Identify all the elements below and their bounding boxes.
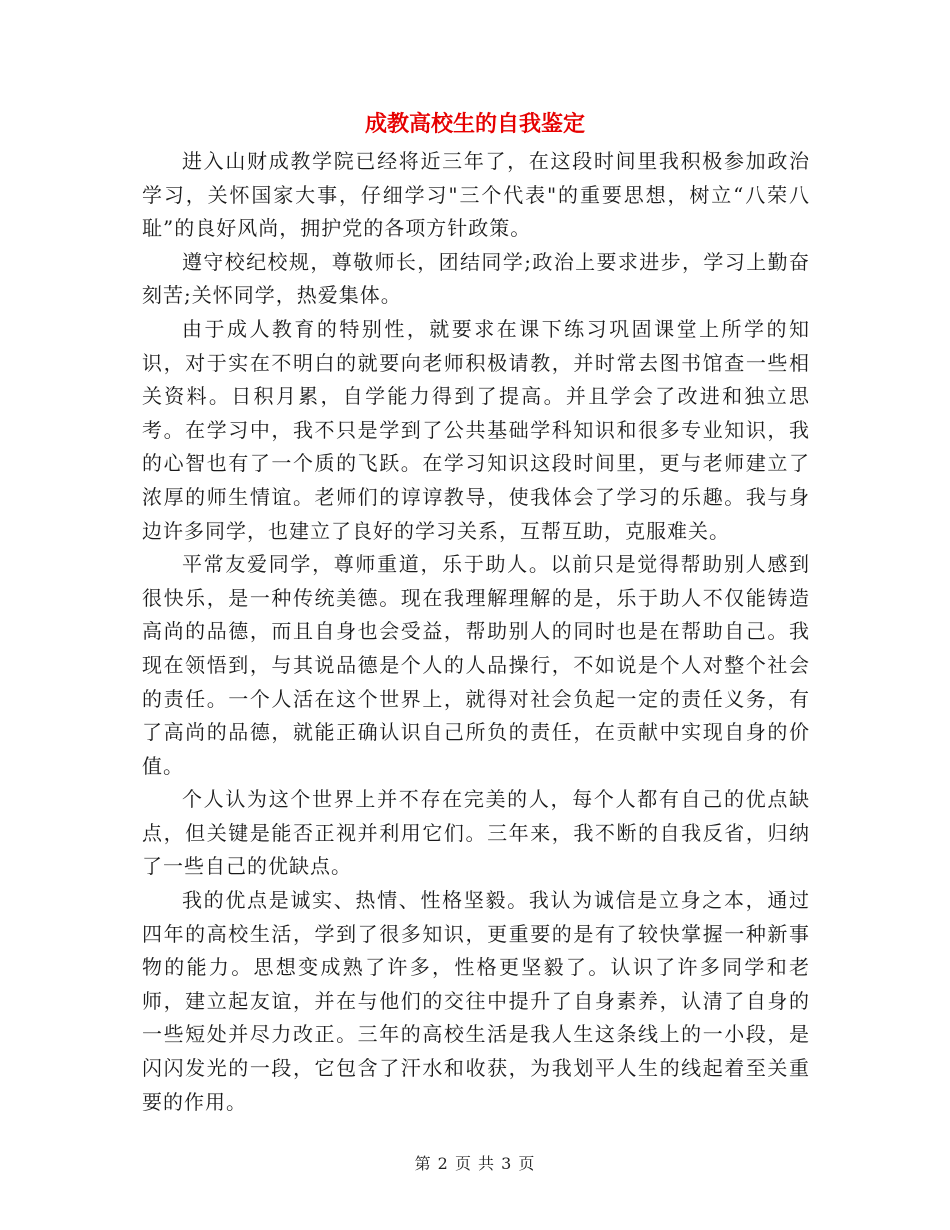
paragraph-3: 由于成人教育的特别性，就要求在课下练习巩固课堂上所学的知识，对于实在不明白的就要向老师积极请教，并时常去图书馆查一些相关资料。日积月累，自学能力得到了提高。并且学会了改进和独立思考。在学习中，我不只是学到了公共基础学科知识和很多专业知识，我的心智也有了一个质的飞跃。在学习知识这段时间里，更与老师建立了浓厚的师生情谊。老师们的谆谆教导，使我体会了学习的乐趣。我与身边许多同学，也建立了良好的学习关系，互帮互助，克服难关。 [142,316,810,543]
document-body [142,145,810,1119]
paragraph-5: 个人认为这个世界上并不存在完美的人，每个人都有自己的优点缺点，但关键是能否正视并利用它们。三年来，我不断的自我反省，归纳了一些自己的优缺点。 [142,787,810,879]
paragraph-6: 我的优点是诚实、热情、性格坚毅。我认为诚信是立身之本，通过四年的高校生活，学到了很多知识，更重要的是有了较快掌握一种新事物的能力。思想变成熟了许多，性格更坚毅了。认识了许多同学和老师，建立起友谊，并在与他们的交往中提升了自身素养，认清了自身的一些短处并尽力改正。三年的高校生活是我人生这条线上的一小段，是闪闪发光的一段，它包含了汗水和收获，为我划平人生的线起着至关重要的作用。 [142,888,810,1114]
paragraph-4: 平常友爱同学，尊师重道，乐于助人。以前只是觉得帮助别人感到很快乐，是一种传统美德。现在我理解理解的是，乐于助人不仅能铸造高尚的品德，而且自身也会受益，帮助别人的同时也是在帮助自己。我现在领悟到，与其说品德是个人的人品操行，不如说是个人对整个社会的责任。一个人活在这个世界上，就得对社会负起一定的责任义务，有了高尚的品德，就能正确认识自己所负的责任，在贡献中实现自身的价值。 [142,552,810,778]
paragraph-1: 进入山财成教学院已经将近三年了，在这段时间里我积极参加政治学习，关怀国家大事，仔细学习"三个代表"的重要思想，树立“八荣八耻”的良好风尚，拥护党的各项方针政策。 [142,149,810,241]
document-title: 成教高校生的自我鉴定 [364,112,585,137]
page-number-footer: 第 2 页 共 3 页 [414,1154,536,1173]
paragraph-2: 遵守校纪校规，尊敬师长，团结同学;政治上要求进步，学习上勤奋刻苦;关怀同学，热爱集体。 [142,249,810,308]
